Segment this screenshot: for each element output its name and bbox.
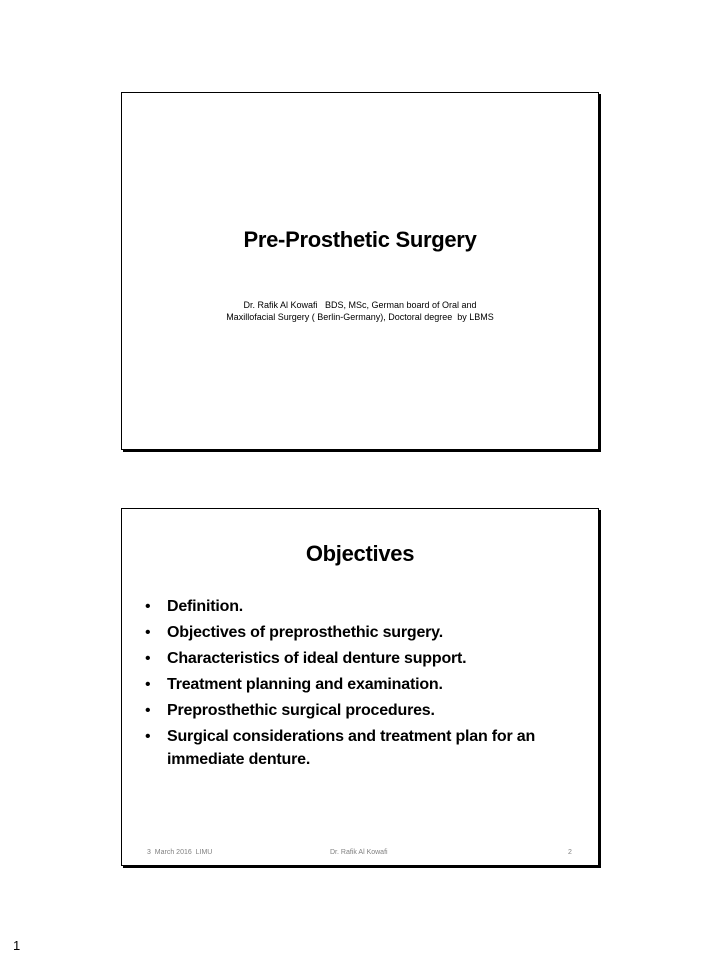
list-item: • Preprosthethic surgical procedures. xyxy=(145,699,565,722)
list-item: • Characteristics of ideal denture support. xyxy=(145,647,565,670)
author-credentials xyxy=(142,299,578,323)
slide-title: Pre-Prosthetic Surgery xyxy=(243,227,477,252)
bullet-icon: • xyxy=(145,702,151,719)
bullet-icon: • xyxy=(145,676,151,693)
slide-2 xyxy=(121,508,599,866)
slide-1 xyxy=(121,92,599,450)
bullet-icon: • xyxy=(145,650,151,667)
footer-slide-number: 2 xyxy=(568,849,572,856)
bullet-icon: • xyxy=(145,624,151,641)
footer-author: Dr. Rafik Al Kowafi xyxy=(330,849,388,856)
list-item: • Definition. xyxy=(145,595,565,618)
bullet-icon: • xyxy=(145,598,151,615)
author-line: Dr. Rafik Al Kowafi BDS, MSc, German board of Oral and xyxy=(243,300,477,310)
page-number: 1 xyxy=(13,938,21,953)
author-line: Maxillofacial Surgery ( Berlin-Germany), Doctoral degree by LBMS xyxy=(226,312,494,322)
objectives-list xyxy=(145,595,565,774)
list-item: • Surgical considerations and treatment plan for an immediate denture. xyxy=(145,725,565,771)
list-item: • Objectives of preprosthethic surgery. xyxy=(145,621,565,644)
slide-title: Objectives xyxy=(305,541,415,566)
list-item: • Treatment planning and examination. xyxy=(145,673,565,696)
bullet-icon: • xyxy=(145,728,151,745)
footer-date: 3 March 2016 LIMU xyxy=(147,849,213,856)
